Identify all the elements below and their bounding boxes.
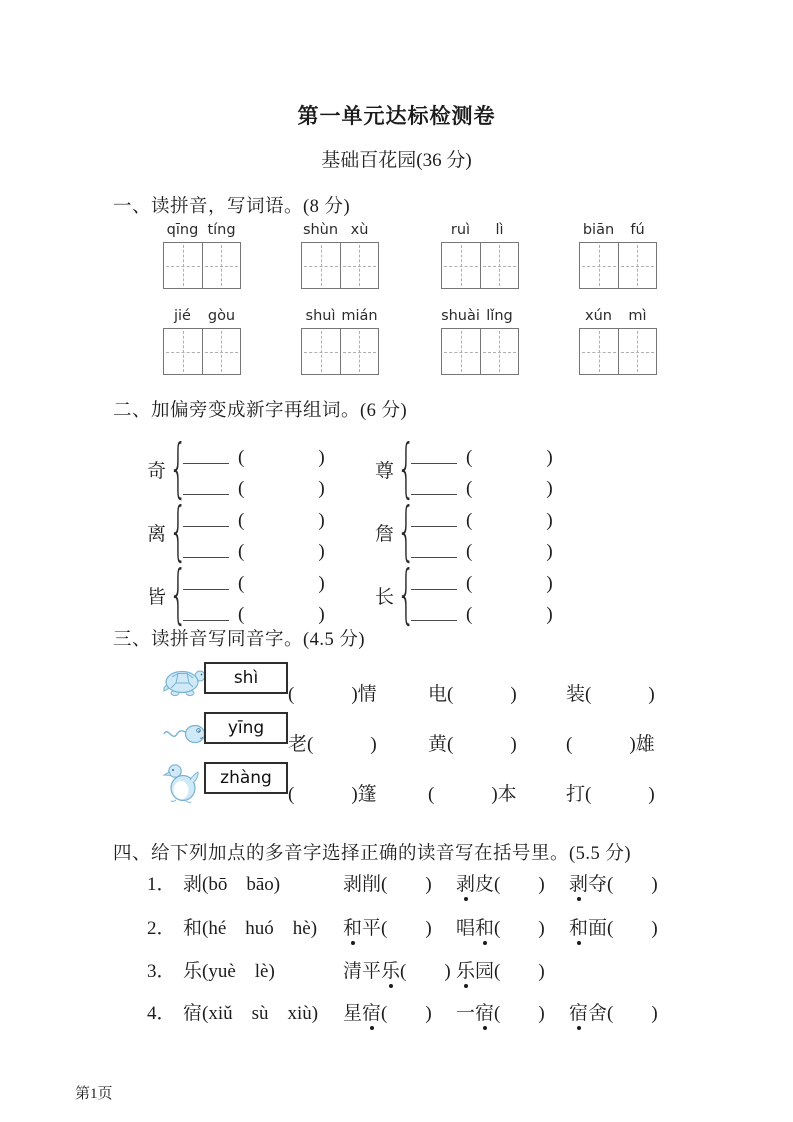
- pinyin-label: [163, 308, 241, 328]
- base-character: 奇: [147, 460, 167, 482]
- pinyin-syllable: mì: [628, 308, 647, 324]
- pinyin-label: [163, 222, 241, 242]
- dotted-character: 宿: [475, 998, 494, 1025]
- answer-lines: [411, 438, 553, 500]
- polyphone-word[interactable]: [456, 998, 569, 1025]
- pinyin-label: [301, 222, 379, 242]
- pinyin-syllable: ruì: [450, 222, 471, 238]
- dotted-character: 和: [569, 913, 588, 940]
- dotted-character: 和: [343, 913, 362, 940]
- dotted-character: 宿: [569, 998, 588, 1025]
- radical-item: [375, 495, 553, 569]
- base-character: 尊: [375, 460, 395, 482]
- dotted-character: 乐: [381, 956, 400, 983]
- polyphone-word[interactable]: [343, 998, 456, 1025]
- radical-item: [375, 432, 553, 506]
- writing-grid[interactable]: [163, 328, 241, 375]
- pinyin-syllable: lǐng: [486, 308, 513, 324]
- word-text: 一: [456, 1003, 476, 1024]
- grid-cell[interactable]: [340, 329, 379, 374]
- bracket-close: ): [318, 573, 325, 594]
- grid-cell[interactable]: [480, 243, 519, 288]
- writing-grid[interactable]: [301, 328, 379, 375]
- homophone-row: [162, 712, 682, 756]
- section1-header: 一、读拼音，写词语。(8 分): [113, 197, 351, 217]
- writing-grid[interactable]: [579, 242, 657, 289]
- word-text: ( ): [400, 961, 451, 982]
- polyphone-item: [147, 998, 682, 1025]
- base-character: 詹: [375, 523, 395, 545]
- pinyin-syllable: fú: [630, 222, 645, 238]
- polyphone-word[interactable]: [343, 869, 456, 896]
- word-text: ( ): [381, 1003, 432, 1024]
- bracket-close: ): [546, 541, 553, 562]
- grid-cell[interactable]: [302, 329, 340, 374]
- answer-blank[interactable]: [183, 620, 229, 621]
- grid-cell[interactable]: [302, 243, 340, 288]
- grid-cell[interactable]: [618, 243, 657, 288]
- page-subtitle: 基础百花园(36 分): [321, 150, 472, 171]
- pinyin-syllable: xún: [585, 308, 612, 324]
- penguin-icon: [162, 762, 202, 804]
- section2-header: 二、加偏旁变成新字再组词。(6 分): [113, 401, 408, 421]
- bracket-open: (: [238, 510, 245, 531]
- item-number: 3．: [147, 961, 176, 982]
- bracket-open: (: [466, 447, 473, 468]
- polyphone-word[interactable]: [456, 913, 569, 940]
- turtle-icon: [162, 664, 208, 702]
- grid-cell[interactable]: [164, 329, 202, 374]
- pinyin-syllable: tíng: [207, 222, 236, 238]
- homophone-row: [162, 662, 682, 706]
- dotted-character: 剥: [456, 869, 475, 896]
- item-stem: 和(hé huó hè): [183, 918, 318, 939]
- bracket-open: (: [466, 604, 473, 625]
- pinyin-syllable: shùn: [302, 222, 339, 238]
- grid-cell[interactable]: [442, 329, 480, 374]
- bracket-close: ): [546, 510, 553, 531]
- pinyin-syllable: xù: [350, 222, 369, 238]
- pinyin-word-group: [301, 222, 379, 289]
- brace-icon: {: [397, 432, 416, 506]
- radical-item: [147, 432, 325, 506]
- homophone-blank[interactable]: 老( ): [288, 734, 377, 755]
- item-number: 1．: [147, 874, 176, 895]
- radical-item: [147, 495, 325, 569]
- pinyin-label: [579, 308, 657, 328]
- homophone-blank[interactable]: ( )本: [428, 784, 517, 805]
- word-text: 舍( ): [588, 1003, 658, 1024]
- word-text: 清平: [343, 961, 382, 982]
- polyphone-word[interactable]: [569, 913, 682, 940]
- homophone-row: [162, 762, 682, 806]
- bracket-open: (: [238, 478, 245, 499]
- polyphone-word[interactable]: [456, 869, 569, 896]
- pinyin-syllable: biān: [582, 222, 615, 238]
- bracket-open: (: [466, 478, 473, 499]
- item-stem: 乐(yuè lè): [183, 961, 275, 982]
- polyphone-word[interactable]: [343, 956, 456, 983]
- bracket-close: ): [546, 447, 553, 468]
- homophone-blank[interactable]: 电( ): [428, 684, 517, 705]
- word-text: 剥削( ): [343, 874, 432, 895]
- pinyin-syllable: mián: [341, 308, 378, 324]
- answer-lines: [183, 501, 325, 563]
- pinyin-label: [441, 222, 519, 242]
- pinyin-box: shì: [204, 662, 288, 694]
- answer-blank[interactable]: [183, 589, 229, 590]
- answer-blank[interactable]: [411, 620, 457, 621]
- polyphone-word[interactable]: [343, 913, 456, 940]
- brace-icon: {: [169, 558, 188, 632]
- answer-blank[interactable]: [183, 494, 229, 495]
- item-stem: 宿(xiǔ sù xiù): [183, 1003, 319, 1024]
- word-text: ( ): [494, 1003, 545, 1024]
- pinyin-word-group: [579, 308, 657, 375]
- word-text: 皮( ): [475, 874, 545, 895]
- grid-cell[interactable]: [164, 243, 202, 288]
- word-text: 面( ): [588, 918, 658, 939]
- pinyin-syllable: shuì: [305, 308, 336, 324]
- brace-icon: {: [169, 495, 188, 569]
- dotted-character: 宿: [362, 998, 381, 1025]
- page-number: 第1页: [75, 1086, 113, 1102]
- answer-blank[interactable]: [411, 589, 457, 590]
- polyphone-item: [147, 956, 682, 983]
- grid-cell[interactable]: [580, 329, 618, 374]
- writing-grid[interactable]: [163, 242, 241, 289]
- grid-cell[interactable]: [580, 243, 618, 288]
- homophone-blank[interactable]: ( )篷: [288, 784, 377, 805]
- bracket-close: ): [318, 447, 325, 468]
- homophone-blank[interactable]: ( )情: [288, 684, 377, 705]
- word-text: 园( ): [475, 961, 545, 982]
- base-character: 离: [147, 523, 167, 545]
- bracket-open: (: [466, 573, 473, 594]
- pinyin-label: [579, 222, 657, 242]
- answer-blank[interactable]: [411, 494, 457, 495]
- answer-blank[interactable]: [411, 463, 457, 464]
- section3-header: 三、读拼音写同音字。(4.5 分): [113, 630, 366, 650]
- bracket-close: ): [318, 541, 325, 562]
- answer-blank[interactable]: [183, 463, 229, 464]
- answer-lines: [411, 501, 553, 563]
- brace-icon: {: [397, 558, 416, 632]
- bracket-close: ): [318, 510, 325, 531]
- writing-grid[interactable]: [441, 328, 519, 375]
- pinyin-syllable: lì: [495, 222, 504, 238]
- radical-item: [375, 558, 553, 632]
- pinyin-word-group: [441, 222, 519, 289]
- word-text: 星: [343, 1003, 363, 1024]
- brace-icon: {: [169, 432, 188, 506]
- radical-item: [147, 558, 325, 632]
- answer-blank[interactable]: [411, 557, 457, 558]
- pinyin-word-group: [163, 308, 241, 375]
- page-title: 第一单元达标检测卷: [297, 104, 496, 128]
- bracket-close: ): [546, 478, 553, 499]
- dotted-character: 和: [475, 913, 494, 940]
- dotted-character: 剥: [569, 869, 588, 896]
- writing-grid[interactable]: [301, 242, 379, 289]
- bracket-open: (: [238, 541, 245, 562]
- pinyin-word-group: [441, 308, 519, 375]
- bracket-close: ): [546, 573, 553, 594]
- item-number: 4．: [147, 1003, 176, 1024]
- tadpole-icon: [162, 720, 206, 748]
- answer-lines: [183, 564, 325, 626]
- polyphone-item: [147, 913, 682, 940]
- polyphone-word: [569, 961, 682, 983]
- polyphone-word[interactable]: [569, 998, 682, 1025]
- bracket-open: (: [238, 604, 245, 625]
- writing-grid[interactable]: [579, 328, 657, 375]
- polyphone-item: [147, 869, 682, 896]
- homophone-blank[interactable]: 黄( ): [428, 734, 517, 755]
- base-character: 皆: [147, 586, 167, 608]
- bracket-close: ): [318, 604, 325, 625]
- polyphone-word[interactable]: [569, 869, 682, 896]
- pinyin-label: [301, 308, 379, 328]
- grid-cell[interactable]: [340, 243, 379, 288]
- pinyin-word-group: [579, 222, 657, 289]
- homophone-blank[interactable]: 装( ): [566, 684, 655, 705]
- bracket-open: (: [238, 573, 245, 594]
- item-stem: 剥(bō bāo): [183, 874, 281, 895]
- pinyin-word-group: [163, 222, 241, 289]
- grid-cell[interactable]: [442, 243, 480, 288]
- word-text: ( ): [494, 918, 545, 939]
- word-text: 平( ): [362, 918, 432, 939]
- answer-lines: [183, 438, 325, 500]
- pinyin-box: zhàng: [204, 762, 288, 794]
- writing-grid[interactable]: [441, 242, 519, 289]
- grid-cell[interactable]: [202, 243, 241, 288]
- grid-cell[interactable]: [618, 329, 657, 374]
- section4-header: 四、给下列加点的多音字选择正确的读音写在括号里。(5.5 分): [113, 844, 632, 864]
- pinyin-box: yīng: [204, 712, 288, 744]
- base-character: 长: [375, 586, 395, 608]
- item-number: 2．: [147, 918, 176, 939]
- pinyin-syllable: jié: [174, 308, 191, 324]
- answer-blank[interactable]: [411, 526, 457, 527]
- grid-cell[interactable]: [202, 329, 241, 374]
- word-text: 唱: [456, 918, 476, 939]
- word-text: 夺( ): [588, 874, 658, 895]
- polyphone-word[interactable]: [456, 956, 569, 983]
- grid-cell[interactable]: [480, 329, 519, 374]
- pinyin-syllable: qīng: [166, 222, 199, 238]
- bracket-open: (: [466, 510, 473, 531]
- dotted-character: 乐: [456, 956, 475, 983]
- bracket-open: (: [466, 541, 473, 562]
- answer-blank[interactable]: [183, 557, 229, 558]
- pinyin-label: [441, 308, 519, 328]
- pinyin-syllable: shuài: [441, 308, 480, 324]
- bracket-open: (: [238, 447, 245, 468]
- homophone-blank[interactable]: 打( ): [566, 784, 655, 805]
- answer-lines: [411, 564, 553, 626]
- pinyin-syllable: gòu: [207, 308, 236, 324]
- homophone-blank[interactable]: ( )雄: [566, 734, 655, 755]
- answer-blank[interactable]: [183, 526, 229, 527]
- brace-icon: {: [397, 495, 416, 569]
- bracket-close: ): [546, 604, 553, 625]
- pinyin-word-group: [301, 308, 379, 375]
- bracket-close: ): [318, 478, 325, 499]
